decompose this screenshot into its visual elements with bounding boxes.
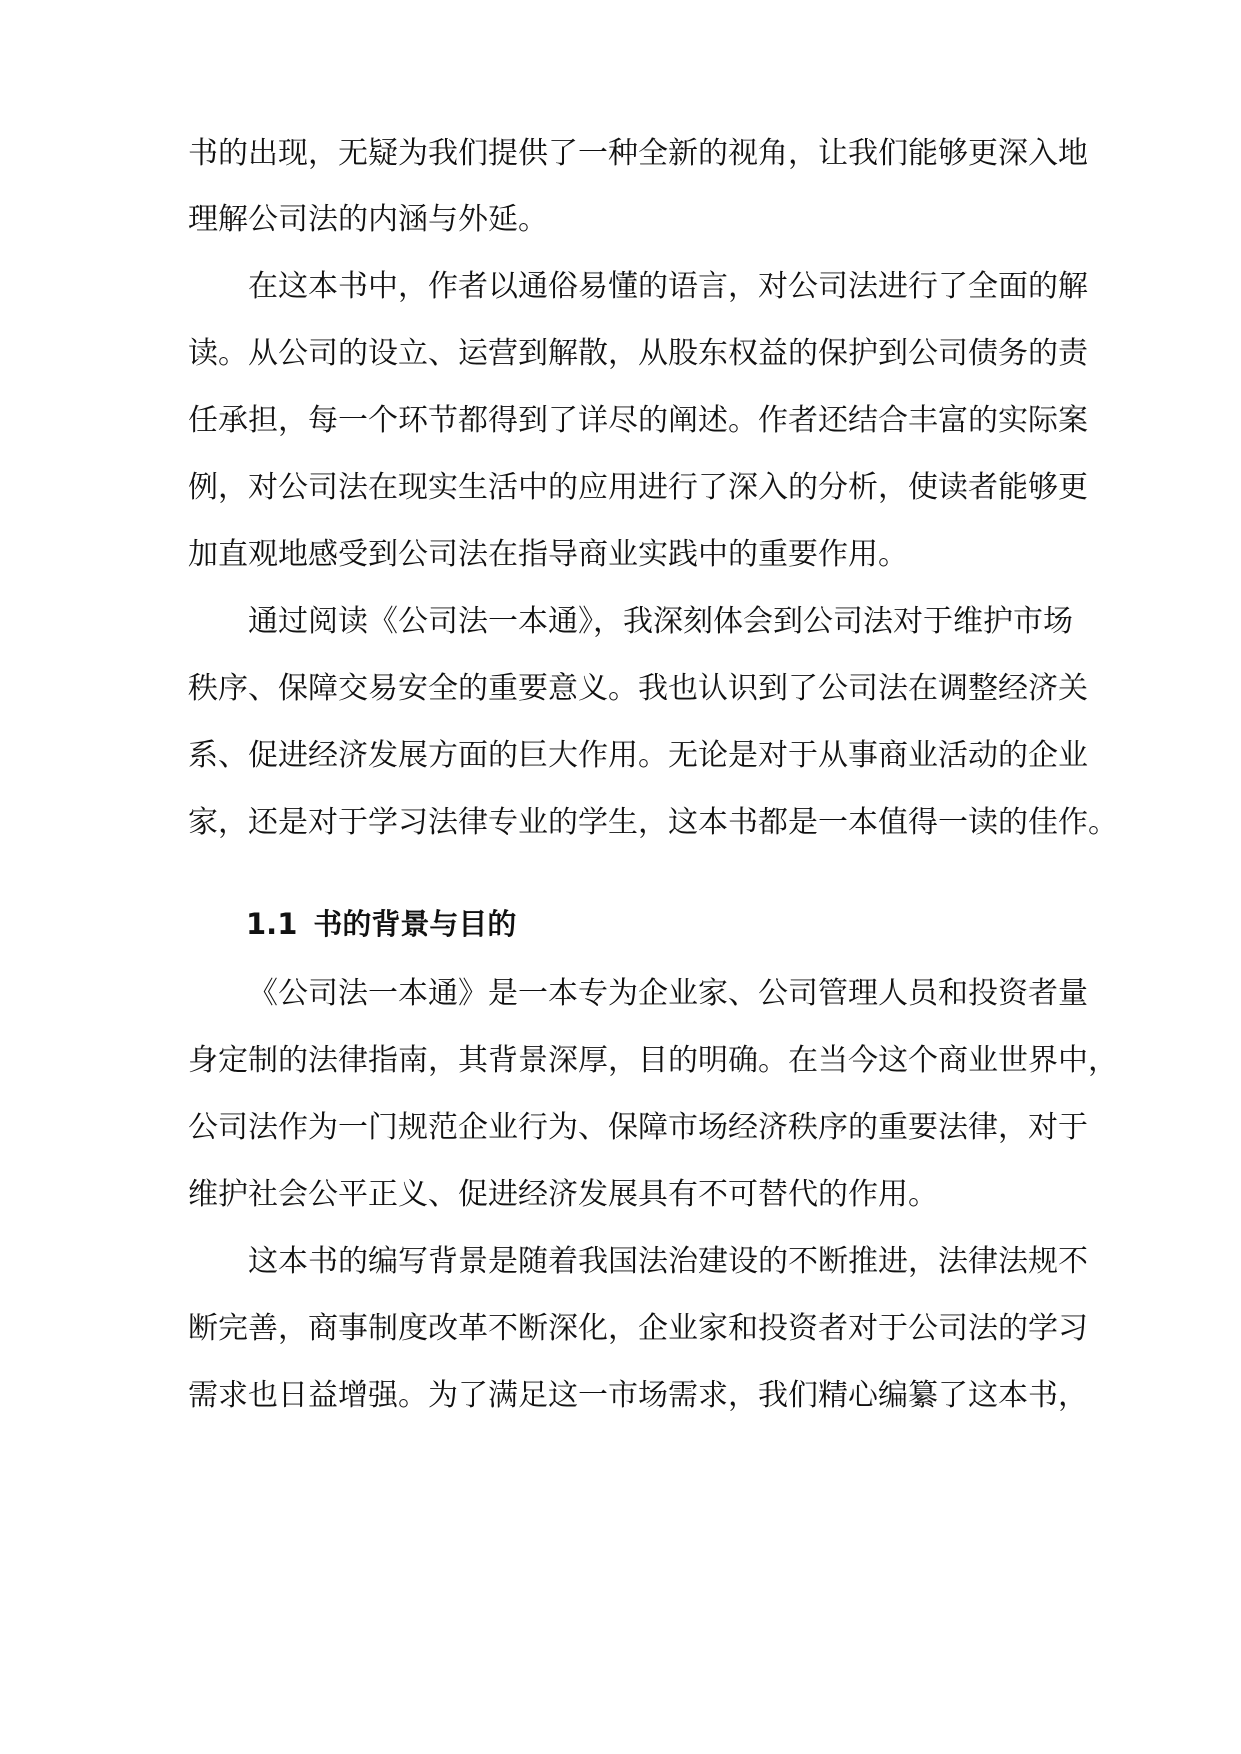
section-paragraph-1-line-3: 公司法作为一门规范企业行为、保障市场经济秩序的重要法律，对于 [188, 1110, 1088, 1145]
section-paragraph-2-line-3: 需求也日益增强。为了满足这一市场需求，我们精心编纂了这本书， [188, 1378, 1088, 1413]
paragraph-2-line-1: 在这本书中，作者以通俗易懂的语言，对公司法进行了全面的解 [248, 269, 1088, 304]
paragraph-1-line-2: 理解公司法的内涵与外延。 [188, 202, 548, 237]
section-title: 书的背景与目的 [313, 907, 517, 941]
section-paragraph-1-line-2: 身定制的法律指南，其背景深厚，目的明确。在当今这个商业世界中， [188, 1043, 1118, 1078]
paragraph-3-line-2: 秩序、保障交易安全的重要意义。我也认识到了公司法在调整经济关 [188, 671, 1088, 706]
section-heading [246, 894, 516, 954]
section-paragraph-1-line-1: 《公司法一本通》是一本专为企业家、公司管理人员和投资者量 [248, 976, 1088, 1011]
paragraph-2-line-3: 任承担，每一个环节都得到了详尽的阐述。作者还结合丰富的实际案 [188, 403, 1088, 438]
paragraph-3-line-1: 通过阅读《公司法一本通》，我深刻体会到公司法对于维护市场 [248, 604, 1073, 639]
paragraph-3-line-4: 家，还是对于学习法律专业的学生，这本书都是一本值得一读的佳作。 [188, 805, 1118, 840]
paragraph-1-line-1: 书的出现，无疑为我们提供了一种全新的视角，让我们能够更深入地 [188, 136, 1088, 171]
paragraph-2-line-2: 读。从公司的设立、运营到解散，从股东权益的保护到公司债务的责 [188, 336, 1088, 371]
section-number: 1.1 [246, 907, 298, 941]
paragraph-2-line-4: 例，对公司法在现实生活中的应用进行了深入的分析，使读者能够更 [188, 470, 1088, 505]
section-paragraph-1-line-4: 维护社会公平正义、促进经济发展具有不可替代的作用。 [188, 1177, 938, 1212]
paragraph-2-line-5: 加直观地感受到公司法在指导商业实践中的重要作用。 [188, 537, 908, 572]
section-paragraph-2-line-1: 这本书的编写背景是随着我国法治建设的不断推进，法律法规不 [248, 1244, 1088, 1279]
paragraph-3-line-3: 系、促进经济发展方面的巨大作用。无论是对于从事商业活动的企业 [188, 738, 1088, 773]
section-paragraph-2-line-2: 断完善，商事制度改革不断深化，企业家和投资者对于公司法的学习 [188, 1311, 1088, 1346]
